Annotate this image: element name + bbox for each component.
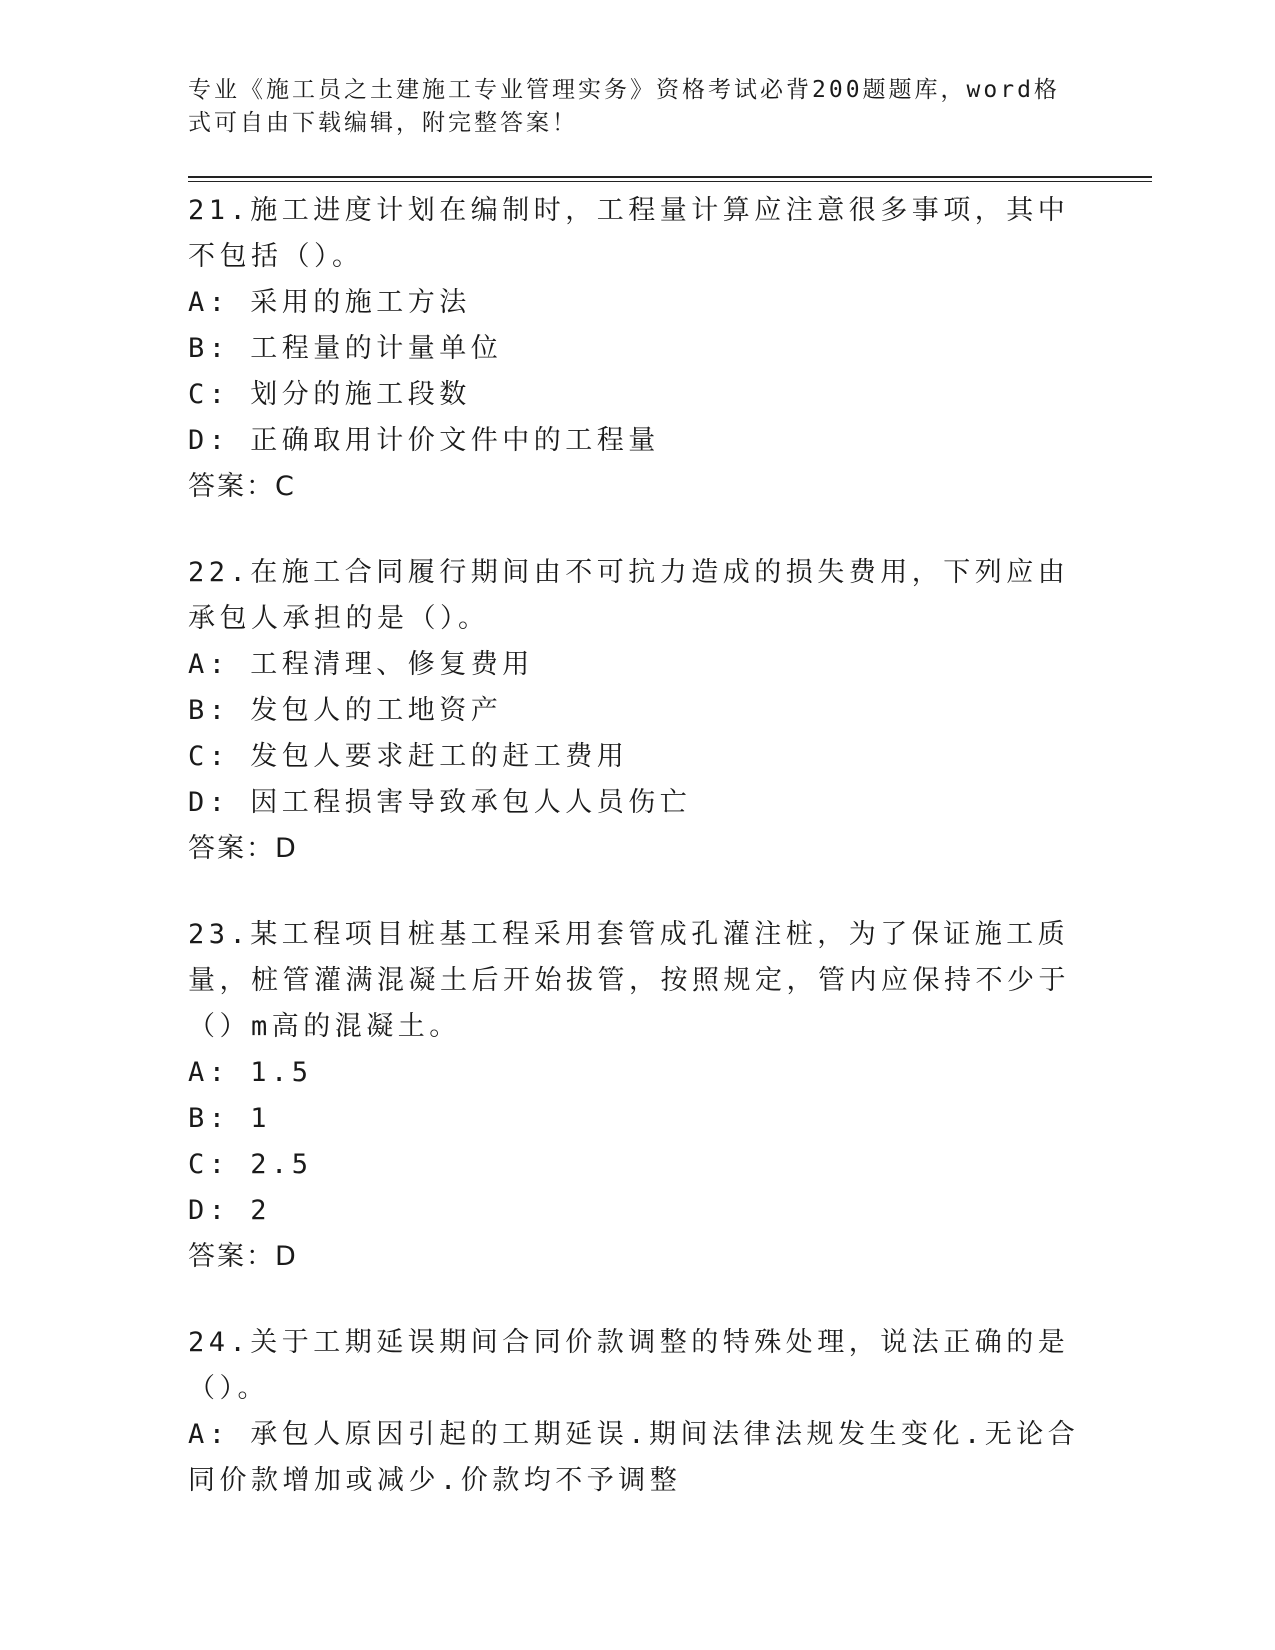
option-text: 承包人原因引起的工期延误.期间法律法规发生变化.无论合同价款增加或减少.价款均不予调整 (188, 1419, 1080, 1496)
option-c (188, 372, 1088, 418)
option-a (188, 280, 1088, 326)
answer-line: 答案：D (188, 1241, 298, 1272)
option-text: 1.5 (250, 1057, 313, 1088)
option-label: C: (188, 1149, 230, 1180)
option-text: 工程清理、修复费用 (250, 649, 534, 680)
option-label: A: (188, 649, 230, 680)
option-text: 2 (250, 1195, 272, 1226)
option-text: 2.5 (250, 1149, 313, 1180)
option-label: C: (188, 741, 230, 772)
option-label: D: (188, 1195, 230, 1226)
option-text: 1 (250, 1103, 272, 1134)
option-label: B: (188, 1103, 230, 1134)
option-b (188, 1096, 1088, 1142)
option-label: D: (188, 787, 230, 818)
option-text: 发包人要求赶工的赶工费用 (250, 741, 629, 772)
option-label: A: (188, 1057, 230, 1088)
option-label: B: (188, 695, 230, 726)
answer-line: 答案：D (188, 833, 298, 864)
document-header: 专业《施工员之土建施工专业管理实务》资格考试必背200题题库，word格式可自由下载编辑，附完整答案！ (188, 77, 1060, 136)
question-list (188, 188, 1088, 1544)
option-text: 划分的施工段数 (250, 379, 471, 410)
option-text: 工程量的计量单位 (250, 333, 503, 364)
header-divider (188, 176, 1152, 182)
question-stem: 22.在施工合同履行期间由不可抗力造成的损失费用，下列应由承包人承担的是（）。 (188, 557, 1070, 634)
option-a (188, 1412, 1088, 1504)
option-d (188, 418, 1088, 464)
question-24 (188, 1320, 1088, 1504)
option-text: 发包人的工地资产 (250, 695, 503, 726)
question-22 (188, 550, 1088, 872)
option-label: C: (188, 379, 230, 410)
option-label: B: (188, 333, 230, 364)
question-stem: 21.施工进度计划在编制时，工程量计算应注意很多事项，其中不包括（）。 (188, 195, 1070, 272)
option-b (188, 326, 1088, 372)
option-label: A: (188, 1419, 230, 1450)
option-c (188, 1142, 1088, 1188)
option-label: D: (188, 425, 230, 456)
option-text: 正确取用计价文件中的工程量 (250, 425, 660, 456)
option-a (188, 642, 1088, 688)
option-d (188, 780, 1088, 826)
option-text: 因工程损害导致承包人人员伤亡 (250, 787, 692, 818)
option-c (188, 734, 1088, 780)
question-stem: 24.关于工期延误期间合同价款调整的特殊处理，说法正确的是（）。 (188, 1327, 1070, 1404)
option-b (188, 688, 1088, 734)
question-stem: 23.某工程项目桩基工程采用套管成孔灌注桩，为了保证施工质量，桩管灌满混凝土后开始拔管，按照规定，管内应保持不少于（）m高的混凝土。 (188, 919, 1070, 1042)
answer-line: 答案：C (188, 471, 296, 502)
option-a (188, 1050, 1088, 1096)
question-23 (188, 912, 1088, 1280)
option-label: A: (188, 287, 230, 318)
option-d (188, 1188, 1088, 1234)
option-text: 采用的施工方法 (250, 287, 471, 318)
question-21 (188, 188, 1088, 510)
